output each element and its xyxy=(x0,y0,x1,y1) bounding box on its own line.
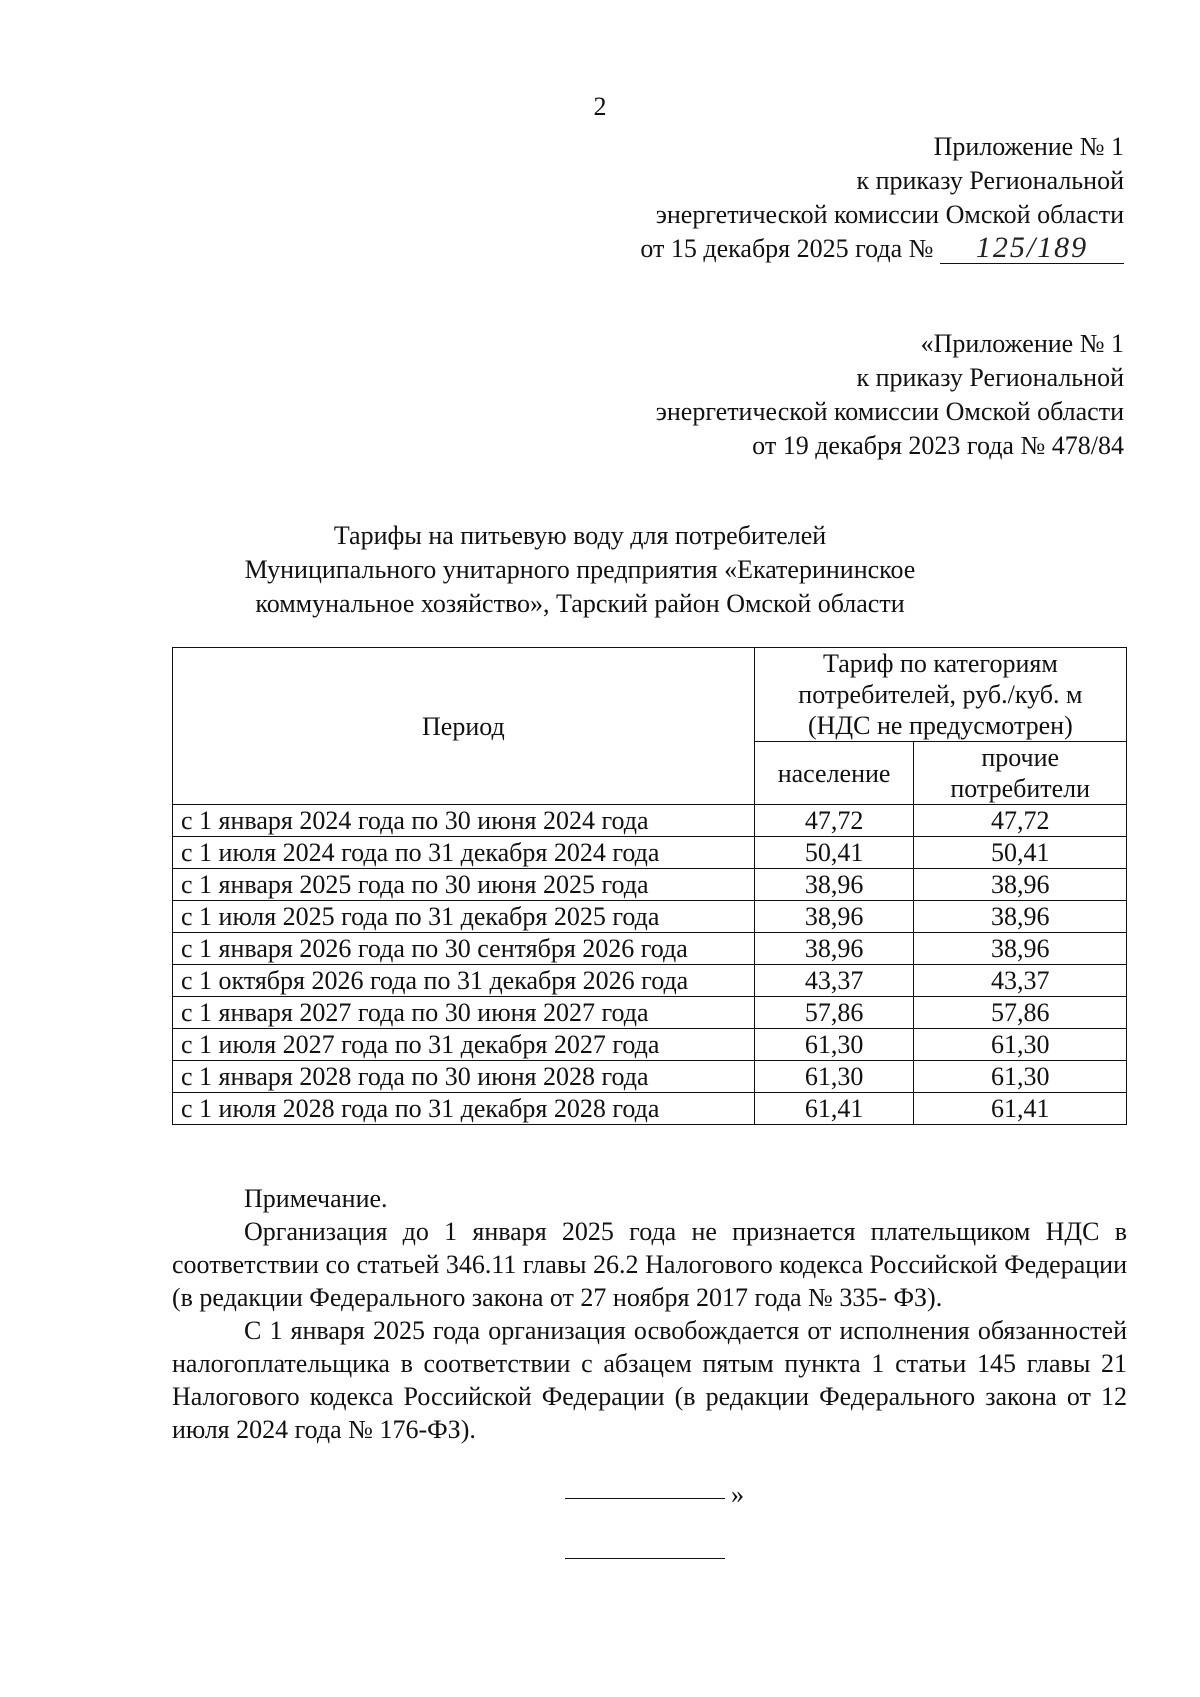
document-title xyxy=(160,519,1000,621)
header-tariff-line: потребителей, руб./куб. м xyxy=(798,680,1083,709)
population-tariff-cell: 57,86 xyxy=(754,997,914,1029)
other-tariff-cell: 38,96 xyxy=(914,901,1127,933)
table-row xyxy=(173,1029,1127,1061)
notes-paragraph: С 1 января 2025 года организация освобождается от исполнения обязанностей налогоплательщика в соответствии с абзацем пятым пункта 1 статьи 145 главы 21 Налогового кодекса Российской Федерации (в редакции Федерального закона от 12 июля 2024 года № 176-ФЗ). xyxy=(172,1316,1127,1444)
header-other-line: прочие xyxy=(981,743,1060,772)
period-cell: с 1 января 2028 года по 30 июня 2028 года xyxy=(173,1061,755,1093)
period-cell: с 1 января 2024 года по 30 июня 2024 года xyxy=(173,805,755,837)
other-tariff-cell: 43,37 xyxy=(914,965,1127,997)
handwritten-order-number: 125/189 xyxy=(940,233,1124,264)
title-line: Муниципального унитарного предприятия «Екатерининское xyxy=(244,555,916,584)
page-number: 2 xyxy=(593,92,607,121)
population-tariff-cell: 61,41 xyxy=(754,1093,914,1125)
notes-heading: Примечание. xyxy=(244,1184,388,1213)
population-tariff-cell: 43,37 xyxy=(754,965,914,997)
closing-marks xyxy=(565,1480,765,1590)
other-tariff-cell: 57,86 xyxy=(914,997,1127,1029)
appendix-header-old xyxy=(656,327,1124,463)
population-tariff-cell: 38,96 xyxy=(754,869,914,901)
table-row xyxy=(173,1093,1127,1125)
notes-section xyxy=(172,1182,1127,1446)
header-other-consumers xyxy=(914,742,1127,805)
appendix-commission: энергетической комиссии Омской области xyxy=(655,200,1124,229)
table-row xyxy=(173,805,1127,837)
header-tariff-line: (НДС не предусмотрен) xyxy=(808,711,1073,740)
table-row xyxy=(173,997,1127,1029)
appendix-title: «Приложение № 1 xyxy=(920,329,1124,358)
closing-rule xyxy=(565,1558,725,1559)
period-cell: с 1 января 2025 года по 30 июня 2025 года xyxy=(173,869,755,901)
other-tariff-cell: 38,96 xyxy=(914,869,1127,901)
period-cell: с 1 июля 2027 года по 31 декабря 2027 года xyxy=(173,1029,755,1061)
other-tariff-cell: 50,41 xyxy=(914,837,1127,869)
population-tariff-cell: 50,41 xyxy=(754,837,914,869)
header-period: Период xyxy=(173,648,755,805)
population-tariff-cell: 47,72 xyxy=(754,805,914,837)
closing-quote: » xyxy=(731,1480,744,1509)
table-row xyxy=(173,869,1127,901)
period-cell: с 1 января 2027 года по 30 июня 2027 года xyxy=(173,997,755,1029)
period-cell: с 1 января 2026 года по 30 сентября 2026 года xyxy=(173,933,755,965)
notes-paragraph: Организация до 1 января 2025 года не признается плательщиком НДС в соответствии со статьей 346.11 главы 26.2 Налогового кодекса Российской Федерации (в редакции Федерального закона от 27 ноября 2017 года № 335- ФЗ). xyxy=(172,1217,1127,1312)
header-other-line: потребители xyxy=(950,774,1091,803)
appendix-commission: энергетической комиссии Омской области xyxy=(655,397,1124,426)
title-line: коммунальное хозяйство», Тарский район Омской области xyxy=(255,589,905,618)
appendix-date-line xyxy=(640,232,1124,266)
population-tariff-cell: 38,96 xyxy=(754,933,914,965)
table-row xyxy=(173,837,1127,869)
population-tariff-cell: 38,96 xyxy=(754,901,914,933)
table-row xyxy=(173,965,1127,997)
period-cell: с 1 июля 2028 года по 31 декабря 2028 года xyxy=(173,1093,755,1125)
tariff-table xyxy=(172,647,1127,1125)
period-cell: с 1 июля 2024 года по 31 декабря 2024 года xyxy=(173,837,755,869)
appendix-date: от 19 декабря 2023 года № 478/84 xyxy=(752,431,1124,460)
title-line: Тарифы на питьевую воду для потребителей xyxy=(333,521,827,550)
population-tariff-cell: 61,30 xyxy=(754,1029,914,1061)
table-row xyxy=(173,901,1127,933)
header-tariff-line: Тариф по категориям xyxy=(822,649,1058,678)
appendix-order-ref: к приказу Региональной xyxy=(856,363,1124,392)
appendix-date: от 15 декабря 2025 года № xyxy=(640,234,934,263)
table-row xyxy=(173,1061,1127,1093)
header-tariff xyxy=(754,648,1126,742)
appendix-order-ref: к приказу Региональной xyxy=(856,166,1124,195)
period-cell: с 1 октября 2026 года по 31 декабря 2026 года xyxy=(173,965,755,997)
population-tariff-cell: 61,30 xyxy=(754,1061,914,1093)
closing-rule xyxy=(565,1498,725,1499)
other-tariff-cell: 47,72 xyxy=(914,805,1127,837)
other-tariff-cell: 38,96 xyxy=(914,933,1127,965)
other-tariff-cell: 61,30 xyxy=(914,1061,1127,1093)
appendix-header-new xyxy=(640,130,1124,266)
other-tariff-cell: 61,41 xyxy=(914,1093,1127,1125)
appendix-title: Приложение № 1 xyxy=(933,132,1124,161)
header-population: население xyxy=(754,742,914,805)
other-tariff-cell: 61,30 xyxy=(914,1029,1127,1061)
table-header-row xyxy=(173,648,1127,742)
period-cell: с 1 июля 2025 года по 31 декабря 2025 года xyxy=(173,901,755,933)
table-row xyxy=(173,933,1127,965)
